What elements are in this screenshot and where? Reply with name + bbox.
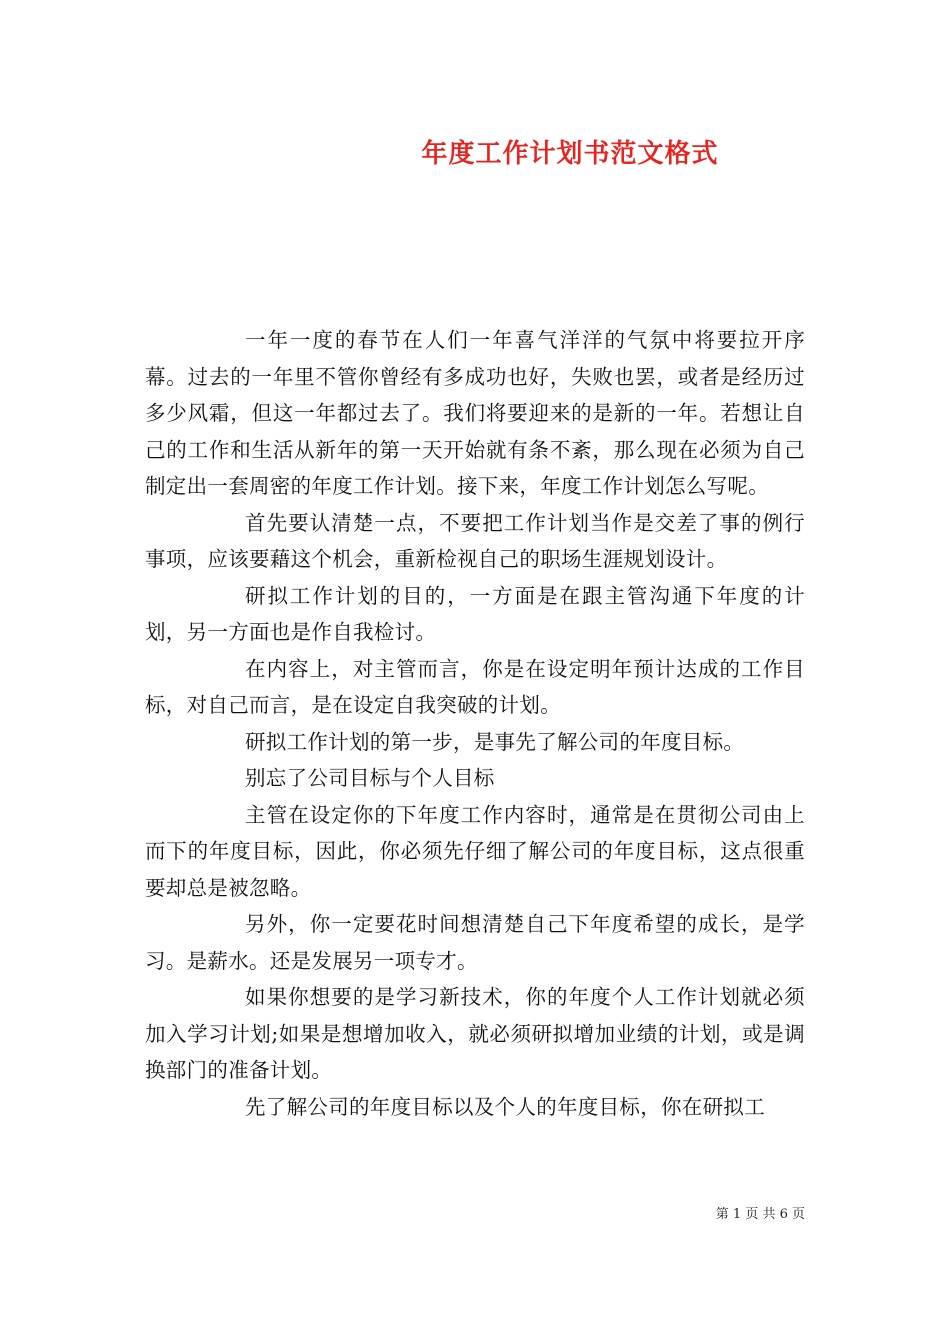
paragraph: 首先要认清楚一点，不要把工作计划当作是交差了事的例行事项，应该要藉这个机会，重新检视自己的职场生涯规划设计。 bbox=[145, 510, 805, 571]
paragraph: 一年一度的春节在人们一年喜气洋洋的气氛中将要拉开序幕。过去的一年里不管你曾经有多成功也好，失败也罢，或者是经历过多少风霜，但这一年都过去了。我们将要迎来的是新的一年。若想让自己的工作和生活从新年的第一天开始就有条不紊，那么现在必须为自己制定出一套周密的年度工作计划。接下来，年度工作计划怎么写呢。 bbox=[145, 328, 805, 498]
paragraph: 研拟工作计划的第一步，是事先了解公司的年度目标。 bbox=[245, 729, 745, 754]
paragraph-heading: 别忘了公司目标与个人目标 bbox=[245, 766, 495, 790]
paragraph: 主管在设定你的下年度工作内容时，通常是在贯彻公司由上而下的年度目标，因此，你必须先仔细了解公司的年度目标，这点很重要却总是被忽略。 bbox=[145, 802, 805, 900]
page-number: 第 1 页 共 6 页 bbox=[715, 1207, 805, 1222]
paragraph: 如果你想要的是学习新技术，你的年度个人工作计划就必须加入学习计划;如果是想增加收入，就必须研拟增加业绩的计划，或是调换部门的准备计划。 bbox=[145, 985, 805, 1082]
paragraph: 先了解公司的年度目标以及个人的年度目标，你在研拟工 bbox=[245, 1094, 765, 1119]
paragraph: 在内容上，对主管而言，你是在设定明年预计达成的工作目标，对自己而言，是在设定自我突破的计划。 bbox=[145, 656, 805, 717]
paragraph: 另外，你一定要花时间想清楚自己下年度希望的成长，是学习。是薪水。还是发展另一项专才。 bbox=[145, 912, 805, 973]
document-title: 年度工作计划书范文格式 bbox=[421, 139, 719, 169]
paragraph: 研拟工作计划的目的，一方面是在跟主管沟通下年度的计划，另一方面也是作自我检讨。 bbox=[145, 583, 805, 644]
document-body bbox=[145, 322, 805, 1125]
